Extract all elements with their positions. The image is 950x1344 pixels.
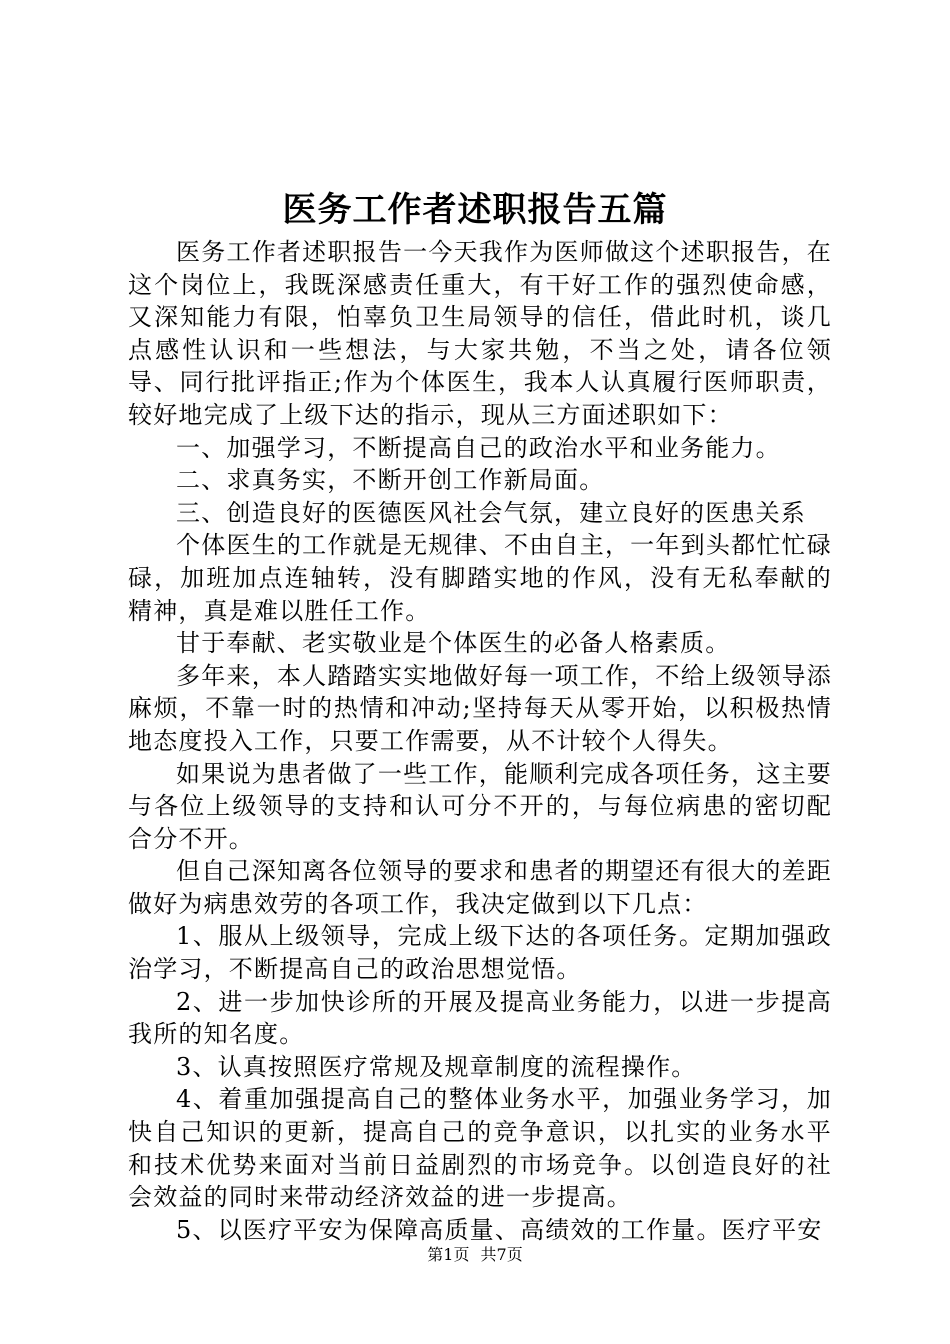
paragraph-5: 个体医生的工作就是无规律、不由自主，一年到头都忙忙碌碌，加班加点连轴转，没有脚踏实地的作风，没有无私奉献的精神，真是难以胜任工作。 (128, 531, 832, 625)
paragraph-8: 如果说为患者做了一些工作，能顺利完成各项任务，这主要与各位上级领导的支持和认可分不开的，与每位病患的密切配合分不开。 (128, 759, 832, 853)
paragraph-11: 2、进一步加快诊所的开展及提高业务能力，以进一步提高我所的知名度。 (128, 987, 832, 1049)
paragraph-6: 甘于奉献、老实敬业是个体医生的必备人格素质。 (176, 629, 731, 658)
paragraph-9: 但自己深知离各位领导的要求和患者的期望还有很大的差距做好为病患效劳的各项工作，我决定做到以下几点： (128, 857, 832, 918)
document-body (128, 236, 832, 1246)
paragraph-3: 二、求真务实，不断开创工作新局面。 (176, 466, 605, 495)
paragraph-12: 3、认真按照医疗常规及规章制度的流程操作。 (176, 1052, 697, 1081)
page-number: 第1页 (427, 1245, 470, 1264)
document-title: 医务工作者述职报告五篇 (282, 190, 668, 230)
paragraph-1: 医务工作者述职报告一今天我作为医师做这个述职报告，在这个岗位上，我既深感责任重大，有干好工作的强烈使命感，又深知能力有限，怕辜负卫生局领导的信任，借此时机，谈几点感性认识和一些想法，与大家共勉，不当之处，请各位领导、同行批评指正;作为个体医生，我本人认真履行医师职责，较好地完成了上级下达的指示，现从三方面述职如下： (128, 238, 832, 429)
paragraph-10: 1、服从上级领导，完成上级下达的各项任务。定期加强政治学习，不断提高自己的政治思想觉悟。 (128, 922, 832, 984)
paragraph-14: 5、以医疗平安为保障高质量、高绩效的工作量。医疗平安 (176, 1215, 823, 1244)
page-footer (0, 1244, 950, 1266)
paragraph-13: 4、着重加强提高自己的整体业务水平，加强业务学习，加快自己知识的更新，提高自己的竞争意识，以扎实的业务水平和技术优势来面对当前日益剧烈的市场竞争。以创造良好的社会效益的同时来带动经济效益的进一步提高。 (128, 1085, 832, 1212)
paragraph-4: 三、创造良好的医德医风社会气氛，建立良好的医患关系 (176, 498, 806, 527)
paragraph-2: 一、加强学习，不断提高自己的政治水平和业务能力。 (176, 433, 781, 462)
page-total: 共7页 (480, 1245, 523, 1264)
paragraph-7: 多年来，本人踏踏实实地做好每一项工作，不给上级领导添麻烦，不靠一时的热情和冲动;坚持每天从零开始，以积极热情地态度投入工作，只要工作需要，从不计较个人得失。 (128, 661, 832, 755)
